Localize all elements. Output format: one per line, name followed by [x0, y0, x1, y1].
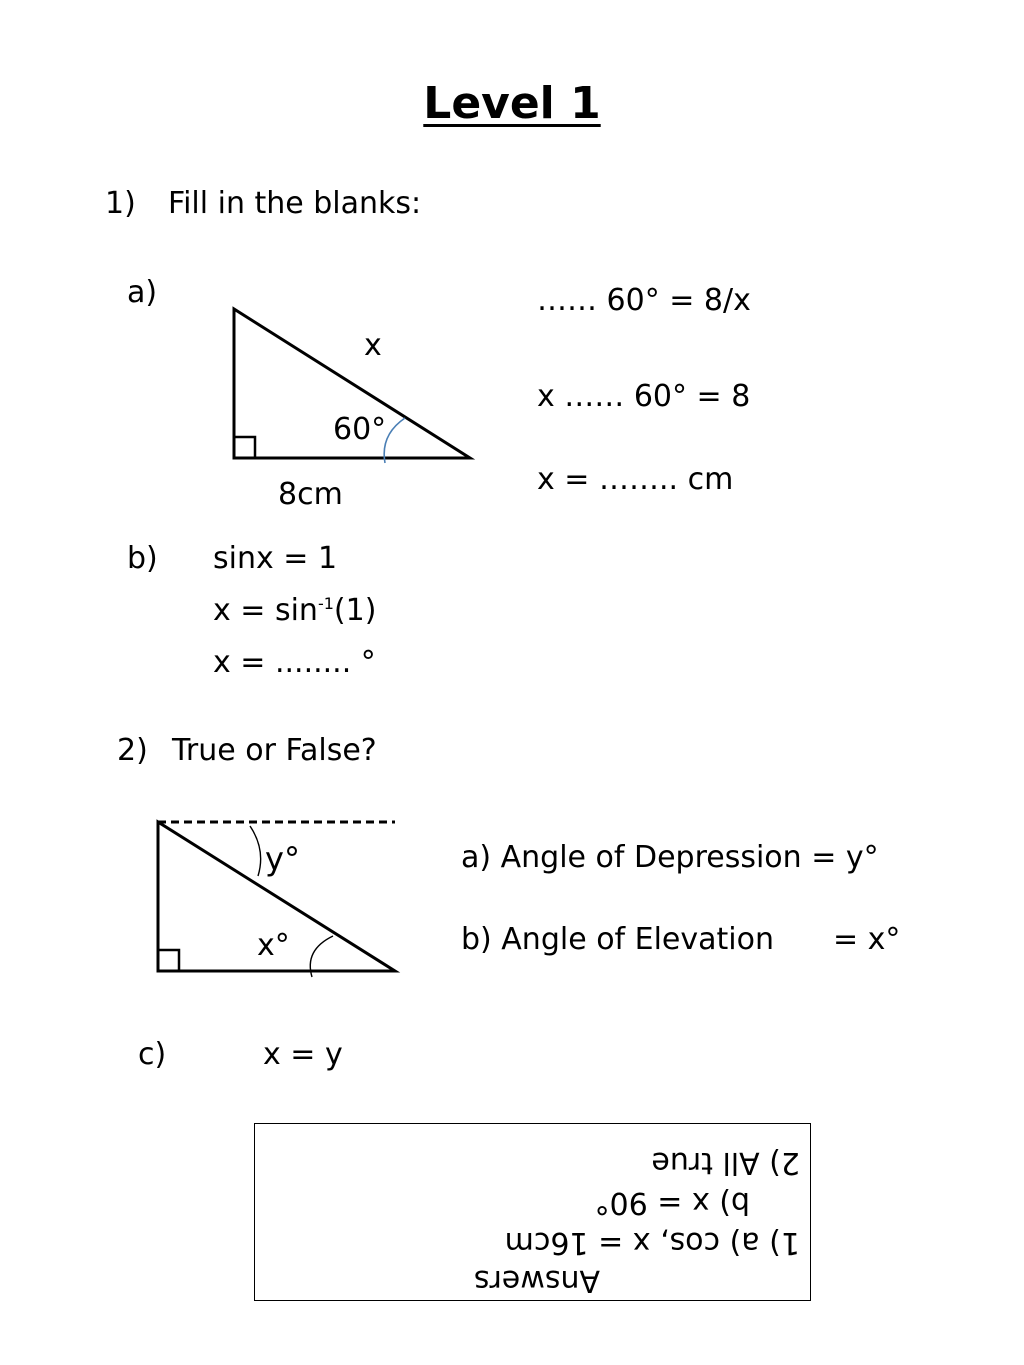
q2-right-angle-marker [158, 950, 179, 971]
page-title-text: Level 1 [423, 78, 601, 129]
q2-prompt: True or False? [172, 733, 377, 768]
q1b-line-2-sup: -1 [317, 594, 334, 613]
q1b-line-2-pre: x = sin [213, 593, 318, 628]
q1a-angle-label: 60° [333, 412, 387, 447]
answers-rotated-content [255, 1124, 812, 1302]
answers-line-3: 2) All true [651, 1145, 800, 1180]
q1b-label: b) [127, 541, 158, 576]
q1a-angle-arc [384, 418, 405, 463]
q1b-line-2-post: (1) [333, 593, 377, 628]
answers-heading: Answers [473, 1263, 600, 1298]
q1b-line-3: x = ........ ° [213, 645, 376, 680]
q1a-hypotenuse-label: x [364, 328, 382, 363]
q1-number: 1) [105, 186, 136, 221]
q2-depression-angle-arc [250, 826, 261, 876]
q2-number: 2) [117, 733, 148, 768]
q1a-base-label: 8cm [278, 477, 343, 512]
q1b-line-1: sinx = 1 [213, 541, 338, 576]
q2a-statement: a) Angle of Depression = y° [461, 840, 879, 875]
q1a-line-1: …… 60° = 8/x [537, 283, 751, 318]
q1a-right-angle-marker [234, 437, 255, 458]
q2c-statement: x = y [263, 1037, 343, 1072]
q1-prompt: Fill in the blanks: [168, 186, 422, 221]
q2b-statement-right: = x° [833, 922, 901, 957]
answers-line-1: 1) a) cos, x = 16cm [504, 1225, 800, 1260]
q1b-line-2 [213, 593, 376, 628]
q2-bottom-angle-label: x° [257, 928, 290, 963]
q2b-statement-left: b) Angle of Elevation [461, 922, 774, 957]
q1a-line-3: x = …….. cm [537, 462, 734, 497]
q2c-label: c) [138, 1037, 167, 1072]
q1a-line-2: x …… 60° = 8 [537, 379, 751, 414]
answers-line-2: b) x = 90° [594, 1185, 750, 1220]
q1a-label: a) [127, 275, 158, 310]
q2-top-angle-label: y° [265, 840, 300, 878]
answers-box [254, 1123, 811, 1301]
